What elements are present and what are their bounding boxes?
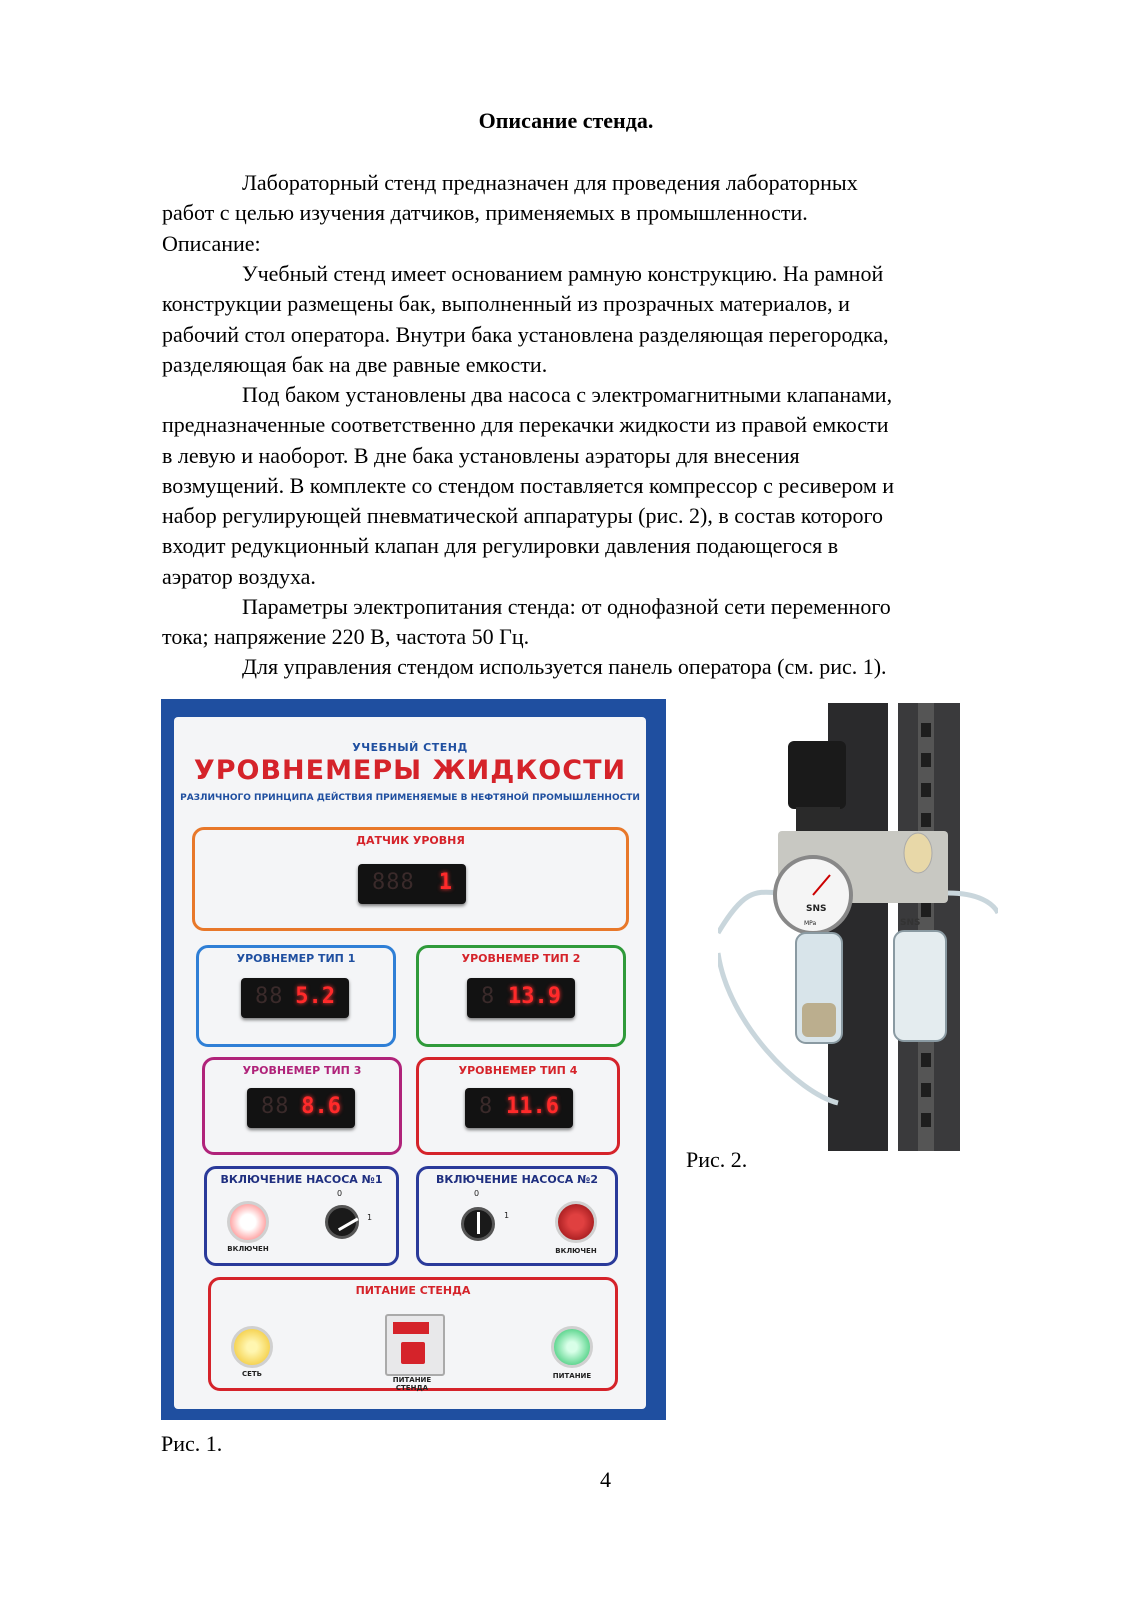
panel-face [174, 717, 646, 1409]
power-label: ПИТАНИЕ СТЕНДА [355, 1284, 471, 1297]
sensor-label: ДАТЧИК УРОВНЯ [356, 834, 465, 847]
panel-subtitle: УЧЕБНЫЙ СТЕНД [352, 741, 468, 754]
pump-1-switch[interactable] [325, 1205, 359, 1239]
gauge-type-1-label: УРОВНЕМЕР ТИП 1 [236, 952, 356, 965]
gauge-unit: MPa [804, 920, 817, 927]
display-digits: 8 [479, 1094, 494, 1119]
sensor-value: 1 [438, 870, 452, 895]
circuit-breaker[interactable] [385, 1314, 445, 1376]
panel-description: РАЗЛИЧНОГО ПРИНЦИПА ДЕЙСТВИЯ ПРИМЕНЯЕМЫЕ В НЕФТЯНОЙ ПРОМЫШЛЕННОСТИ [180, 793, 640, 803]
gauge-brand: SNS [806, 904, 827, 914]
display-digits: 88 [261, 1094, 290, 1119]
breaker-lever[interactable] [401, 1342, 425, 1364]
paragraph-purpose: Лабораторный стенд предназначен для проведения лабораторных работ с целью изучения датчиков, применяемых в промышленности. Описание: [162, 170, 858, 256]
display-digits: 888 [372, 870, 415, 895]
pump-1-lamp-label: ВКЛЮЧЕН [227, 1245, 269, 1253]
figure-2-caption: Рис. 2. [686, 1147, 748, 1172]
pump-1-label: ВКЛЮЧЕНИЕ НАСОСА №1 [220, 1173, 383, 1186]
gauge-type-2-label: УРОВНЕМЕР ТИП 2 [461, 952, 581, 965]
breaker-label: ПИТАНИЕ СТЕНДА [392, 1376, 432, 1392]
gauge-type-3-value: 8.6 [301, 1094, 341, 1119]
display-digits: 88 [255, 984, 284, 1009]
pump-1-box [204, 1166, 399, 1266]
gauge-type-3-display [247, 1088, 355, 1128]
panel-title: УРОВНЕМЕРЫ ЖИДКОСТИ [193, 755, 627, 786]
gauge-type-1-value: 5.2 [295, 984, 335, 1009]
mains-lamp [231, 1326, 273, 1368]
mains-lamp-label: СЕТЬ [241, 1370, 263, 1378]
pneumatic-unit-illustration [718, 703, 998, 1151]
sensor-box [192, 827, 629, 931]
paragraph-frame: Учебный стенд имеет основанием рамную конструкцию. На рамной конструкции размещены бак, выполненный из прозрачных материалов, и рабочий стол оператора. Внутри бака установлена разделяющая перегородка, разделяющая бак на две равные емкости. [162, 261, 889, 377]
gauge-type-4-display [465, 1088, 573, 1128]
pump-2-box [416, 1166, 618, 1266]
gauge-type-3-box [202, 1057, 402, 1155]
sensor-display [358, 864, 466, 904]
power-box [208, 1277, 618, 1391]
paragraph-power: Параметры электропитания стенда: от однофазной сети переменного тока; напряжение 220 В, частота 50 Гц. [162, 594, 891, 650]
page-heading: Описание стенда. [478, 108, 654, 133]
pump-2-switch[interactable] [461, 1207, 495, 1241]
gauge-type-2-value: 13.9 [508, 984, 561, 1009]
pump-1-tick-1: 1 [367, 1213, 373, 1222]
power-lamp-label: ПИТАНИЕ [552, 1372, 592, 1380]
pump-2-tick-1: 1 [504, 1211, 510, 1220]
paragraph-pumps: Под баком установлены два насоса с электромагнитными клапанами, предназначенные соответственно для перекачки жидкости из правой емкости в левую и наоборот. В дне бака установлены аэраторы для внесения возмущений. В комплекте со стендом поставляется компрессор с ресивером и набор регулирующей пневматической аппаратуры (рис. 2), в состав которого входит редукционный клапан для регулировки давления подающегося в аэратор воздуха. [162, 382, 895, 589]
pump-2-tick-0: 0 [474, 1189, 480, 1198]
gauge-type-4-value: 11.6 [506, 1094, 559, 1119]
pump-2-lamp-off [555, 1201, 597, 1243]
gauge-type-2-box [416, 945, 626, 1047]
gauge-type-4-label: УРОВНЕМЕР ТИП 4 [458, 1064, 578, 1077]
pump-1-lamp-on [227, 1201, 269, 1243]
pump-1-tick-0: 0 [337, 1189, 343, 1198]
figure-1-operator-panel [161, 699, 666, 1420]
figure-1-caption: Рис. 1. [161, 1431, 223, 1456]
breaker-brand-mark [393, 1322, 429, 1334]
paragraph-panel: Для управления стендом используется панель оператора (см. рис. 1). [242, 654, 887, 679]
gauge-type-3-label: УРОВНЕМЕР ТИП 3 [242, 1064, 362, 1077]
gauge-type-1-display [241, 978, 349, 1018]
gauge-type-2-display [467, 978, 575, 1018]
figure-2-pneumatic-unit [718, 703, 998, 1151]
pump-2-label: ВКЛЮЧЕНИЕ НАСОСА №2 [435, 1173, 599, 1186]
pump-2-lamp-label: ВКЛЮЧЕН [555, 1247, 597, 1255]
gauge-type-4-box [416, 1057, 620, 1155]
display-digits: 8 [481, 984, 496, 1009]
gauge-type-1-box [196, 945, 396, 1047]
filter-brand: SNS [900, 918, 921, 928]
power-lamp [551, 1326, 593, 1368]
page-number: 4 [600, 1467, 611, 1492]
